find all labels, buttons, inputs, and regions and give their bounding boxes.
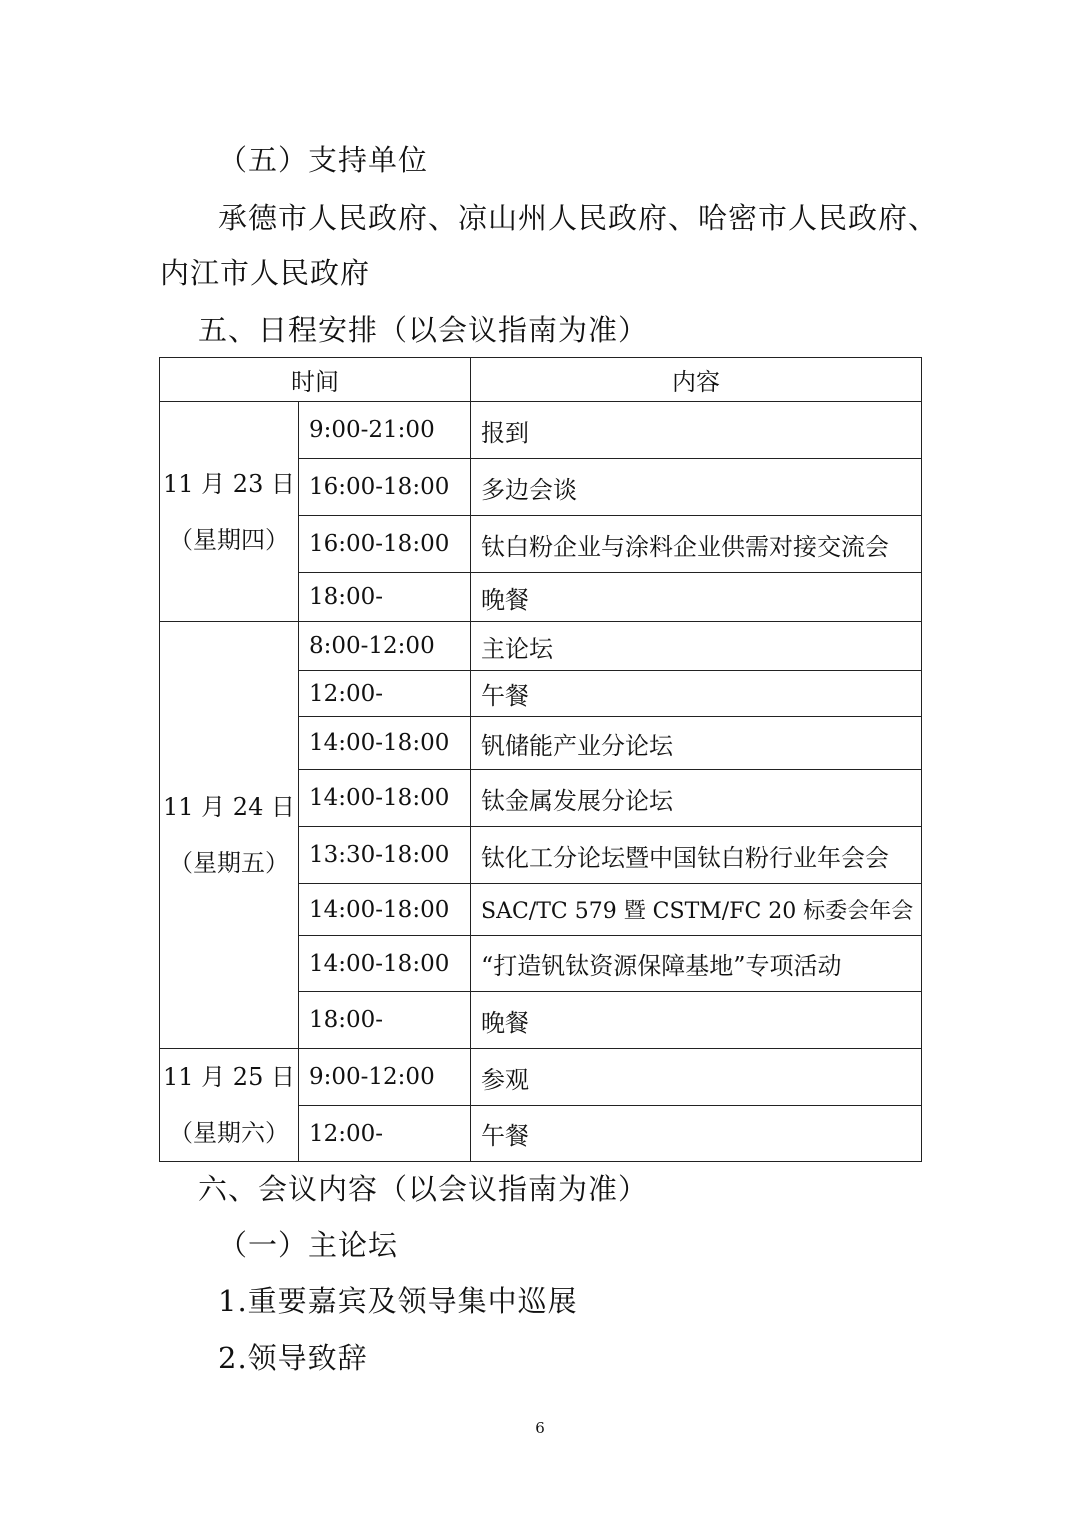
- header-content: 内容: [471, 358, 922, 402]
- content-cell: 钒储能产业分论坛: [471, 717, 922, 770]
- content-cell: 午餐: [471, 671, 922, 717]
- content-cell: 钛白粉企业与涂料企业供需对接交流会: [471, 516, 922, 573]
- meeting-content-heading: 六、会议内容（以会议指南为准）: [198, 1172, 649, 1206]
- time-cell: 18:00-: [299, 573, 471, 622]
- date-cell: [160, 402, 299, 622]
- weekday-label: （星期四）: [169, 525, 289, 554]
- content-cell: 钛化工分论坛暨中国钛白粉行业年会会: [471, 827, 922, 884]
- weekday-label: （星期五）: [169, 849, 289, 877]
- page-number: 6: [535, 1419, 545, 1437]
- weekday-label: （星期六）: [169, 1119, 289, 1147]
- table-header-row: [160, 358, 922, 402]
- list-item: 2.领导致辞: [218, 1341, 368, 1375]
- support-units-heading: （五）支持单位: [218, 143, 429, 177]
- schedule-table: [159, 357, 922, 1162]
- header-time: 时间: [160, 358, 471, 402]
- time-cell: 14:00-18:00: [299, 936, 471, 992]
- date-label: 11 月 24 日: [163, 793, 295, 821]
- content-cell: 报到: [471, 402, 922, 459]
- content-cell: 参观: [471, 1049, 922, 1106]
- support-units-line-2: 内江市人民政府: [160, 256, 371, 290]
- schedule-heading: 五、日程安排（以会议指南为准）: [198, 313, 649, 347]
- table-row: [160, 1049, 922, 1106]
- content-cell: 晚餐: [471, 992, 922, 1049]
- time-cell: 12:00-: [299, 671, 471, 717]
- time-cell: 8:00-12:00: [299, 622, 471, 671]
- content-cell: 主论坛: [471, 622, 922, 671]
- time-cell: 14:00-18:00: [299, 717, 471, 770]
- content-cell: 午餐: [471, 1106, 922, 1162]
- table-row: [160, 402, 922, 459]
- date-label: 11 月 25 日: [163, 1063, 295, 1091]
- time-cell: 14:00-18:00: [299, 770, 471, 827]
- content-cell: 钛金属发展分论坛: [471, 770, 922, 827]
- time-cell: 16:00-18:00: [299, 459, 471, 516]
- time-cell: 16:00-18:00: [299, 516, 471, 573]
- content-cell: SAC/TC 579 暨 CSTM/FC 20 标委会年会: [471, 884, 922, 936]
- time-cell: 9:00-21:00: [299, 402, 471, 459]
- content-cell: “打造钒钛资源保障基地”专项活动: [471, 936, 922, 992]
- support-units-line-1: 承德市人民政府、凉山州人民政府、哈密市人民政府、: [218, 201, 939, 235]
- time-cell: 13:30-18:00: [299, 827, 471, 884]
- time-cell: 12:00-: [299, 1106, 471, 1162]
- content-cell: 多边会谈: [471, 459, 922, 516]
- date-cell: [160, 622, 299, 1049]
- list-item: 1.重要嘉宾及领导集中巡展: [218, 1284, 578, 1318]
- main-forum-heading: （一）主论坛: [218, 1228, 399, 1262]
- time-cell: 9:00-12:00: [299, 1049, 471, 1106]
- date-label: 11 月 23 日: [163, 469, 295, 498]
- content-cell: 晚餐: [471, 573, 922, 622]
- time-cell: 14:00-18:00: [299, 884, 471, 936]
- table-row: [160, 622, 922, 671]
- time-cell: 18:00-: [299, 992, 471, 1049]
- date-cell: [160, 1049, 299, 1162]
